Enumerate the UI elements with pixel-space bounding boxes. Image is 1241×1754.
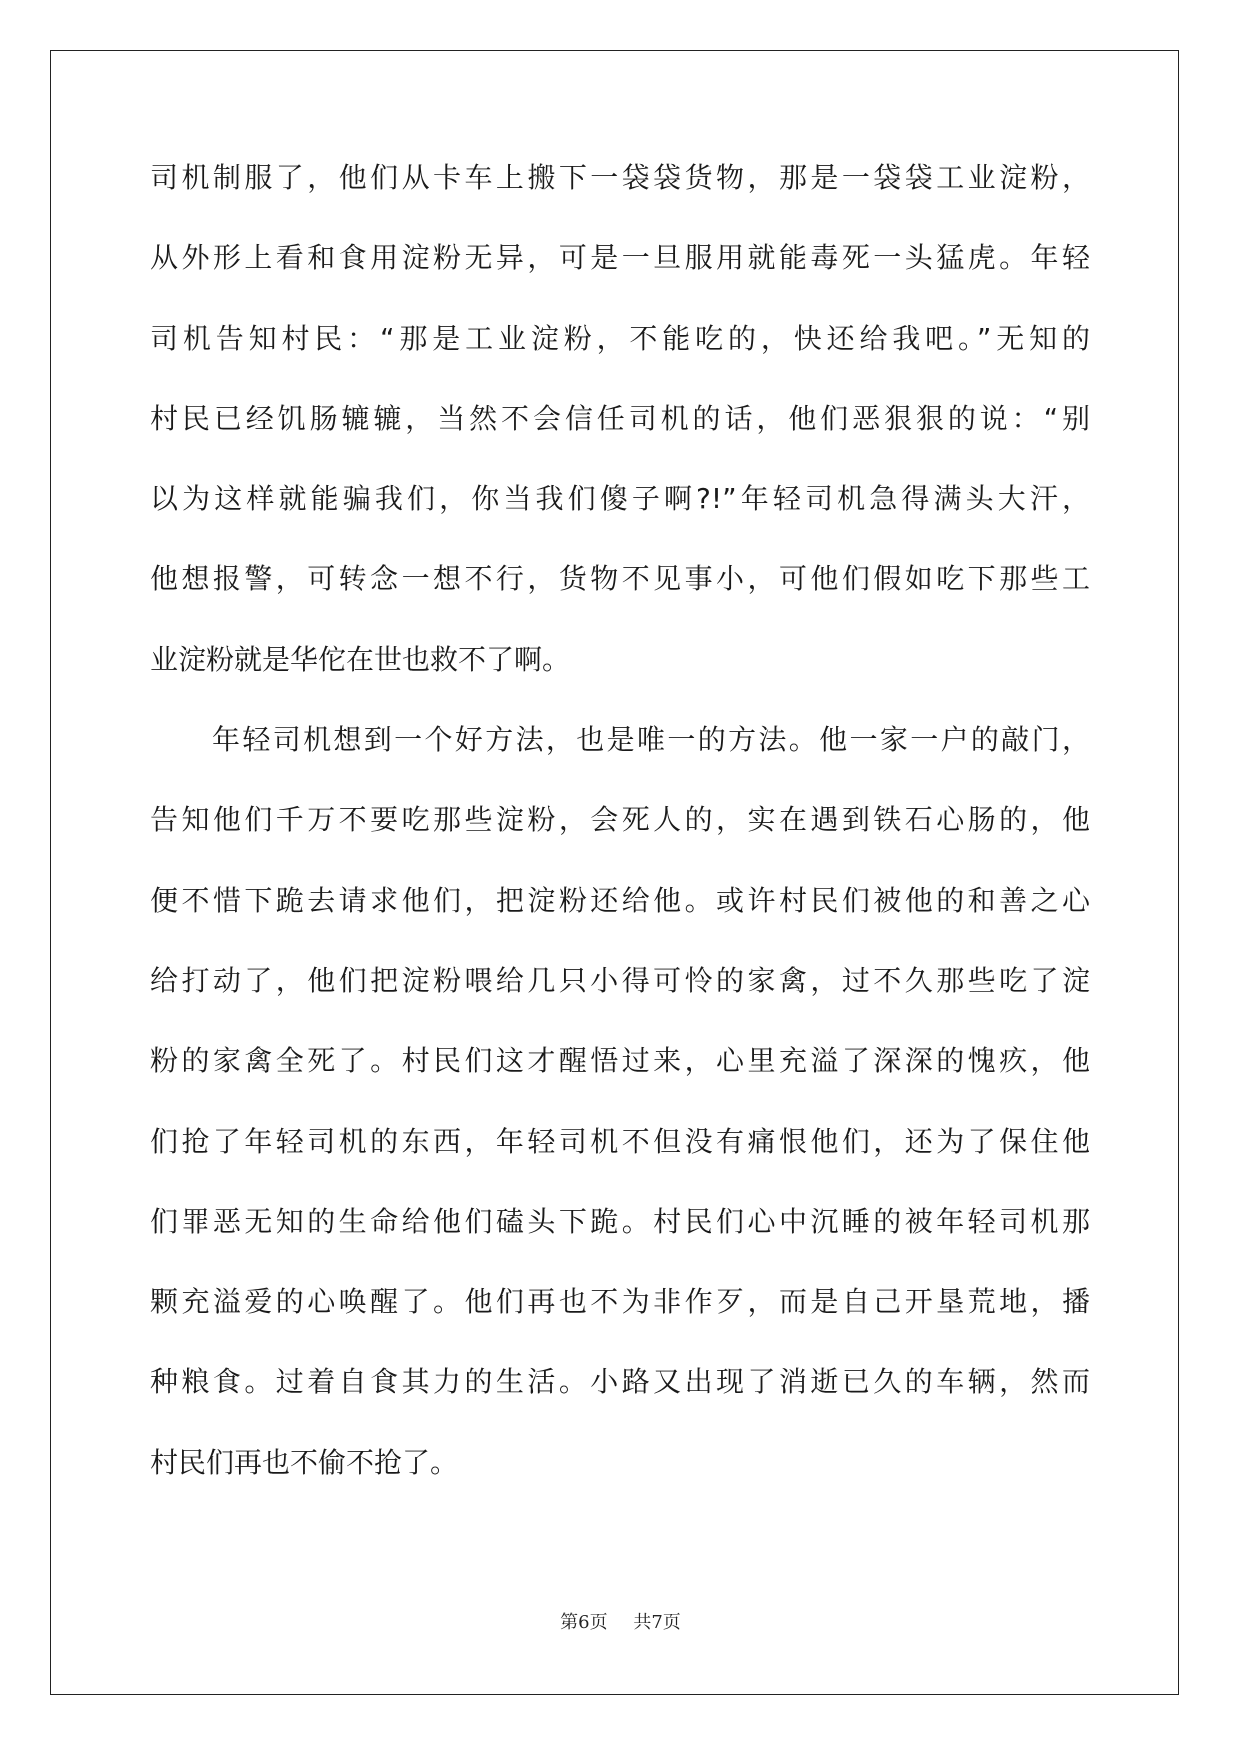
text-line: 们罪恶无知的生命给他们磕头下跪。村民们心中沉睡的被年轻司机那 [150, 1204, 1090, 1238]
text-line: 粉的家禽全死了。村民们这才醒悟过来，心里充溢了深深的愧疚，他 [150, 1044, 1090, 1078]
text-line: 便不惜下跪去请求他们，把淀粉还给他。或许村民们被他的和善之心 [150, 883, 1090, 917]
text-line: 司机告知村民：“那是工业淀粉，不能吃的，快还给我吧。”无知的 [150, 321, 1090, 355]
paragraph-first-line: 年轻司机想到一个好方法，也是唯一的方法。他一家一户的敲门， [212, 723, 1090, 757]
text-line: 司机制服了，他们从卡车上搬下一袋袋货物，那是一袋袋工业淀粉， [150, 161, 1090, 194]
text-line: 告知他们千万不要吃那些淀粉，会死人的，实在遇到铁石心肠的，他 [150, 803, 1090, 837]
text-line: 村民已经饥肠辘辘，当然不会信任司机的话，他们恶狠狠的说：“别 [150, 401, 1090, 435]
text-line: 村民们再也不偷不抢了。 [150, 1445, 459, 1479]
text-line: 他想报警，可转念一想不行，货物不见事小，可他们假如吃下那些工 [150, 562, 1090, 596]
total-pages: 共7页 [633, 1612, 681, 1633]
text-line: 从外形上看和食用淀粉无异，可是一旦服用就能毒死一头猛虎。年轻 [150, 241, 1090, 275]
text-line: 业淀粉就是华佗在世也救不了啊。 [150, 642, 571, 676]
text-line: 以为这样就能骗我们，你当我们傻子啊?!”年轻司机急得满头大汗， [150, 482, 1090, 516]
page-number: 第6页 [560, 1612, 608, 1633]
text-line: 颗充溢爱的心唤醒了。他们再也不为非作歹，而是自己开垦荒地，播 [150, 1285, 1090, 1319]
text-line: 给打动了，他们把淀粉喂给几只小得可怜的家禽，过不久那些吃了淀 [150, 963, 1090, 997]
text-line: 们抢了年轻司机的东西，年轻司机不但没有痛恨他们，还为了保住他 [150, 1124, 1090, 1158]
document-body [150, 158, 1090, 1523]
page-footer [0, 1608, 1241, 1634]
text-line: 种粮食。过着自食其力的生活。小路又出现了消逝已久的车辆，然而 [150, 1365, 1090, 1399]
